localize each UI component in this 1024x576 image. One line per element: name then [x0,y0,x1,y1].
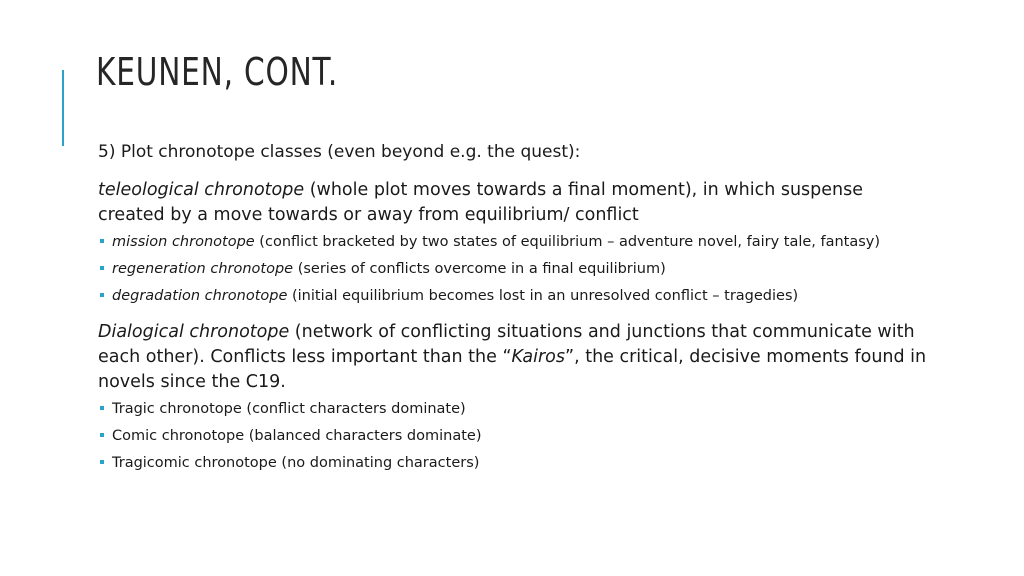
dialogical-text-before: (network of conflicting situations and junctions that communicate with each other). Conflicts less important than the “ [98,322,915,367]
bullet-icon [100,239,104,243]
bullet-text: Tragic chronotope (conflict characters dominate) [112,401,466,417]
dialogical-text-after: ”, the critical, decisive moments found in novels since the C19. [98,347,927,392]
bullet-text: (initial equilibrium becomes lost in an unresolved conflict – tragedies) [287,288,799,304]
kairos-term: Kairos [511,347,566,367]
dialogical-bullet-list [98,399,928,474]
bullet-term: regeneration chronotope [112,261,294,277]
teleological-text: (whole plot moves towards a final moment), in which suspense created by a move towards or away from equilibrium/ conflict [98,180,864,225]
bullet-icon [100,433,104,437]
list-item [98,232,928,253]
list-item [98,399,928,420]
title-accent-bar [62,70,64,146]
slide-content [98,140,928,480]
bullet-icon [100,293,104,297]
list-item [98,426,928,447]
teleological-bullet-list [98,232,928,307]
teleological-paragraph [98,178,928,228]
bullet-text: Tragicomic chronotope (no dominating characters) [112,455,480,471]
dialogical-paragraph [98,320,928,395]
teleological-term: teleological chronotope [98,180,305,200]
bullet-icon [100,460,104,464]
intro-line: 5) Plot chronotope classes (even beyond e.g. the quest): [98,142,581,162]
list-item [98,286,928,307]
bullet-text: (conflict bracketed by two states of equilibrium – adventure novel, fairy tale, fantasy) [254,234,881,250]
list-item [98,453,928,474]
bullet-text: (series of conflicts overcome in a final equilibrium) [293,261,666,277]
bullet-term: degradation chronotope [112,288,288,304]
list-item [98,259,928,280]
bullet-icon [100,266,104,270]
bullet-icon [100,406,104,410]
bullet-term: mission chronotope [112,234,255,250]
slide-title: KEUNEN, CONT. [96,50,339,94]
bullet-text: Comic chronotope (balanced characters dominate) [112,428,482,444]
dialogical-term: Dialogical chronotope [98,322,290,342]
